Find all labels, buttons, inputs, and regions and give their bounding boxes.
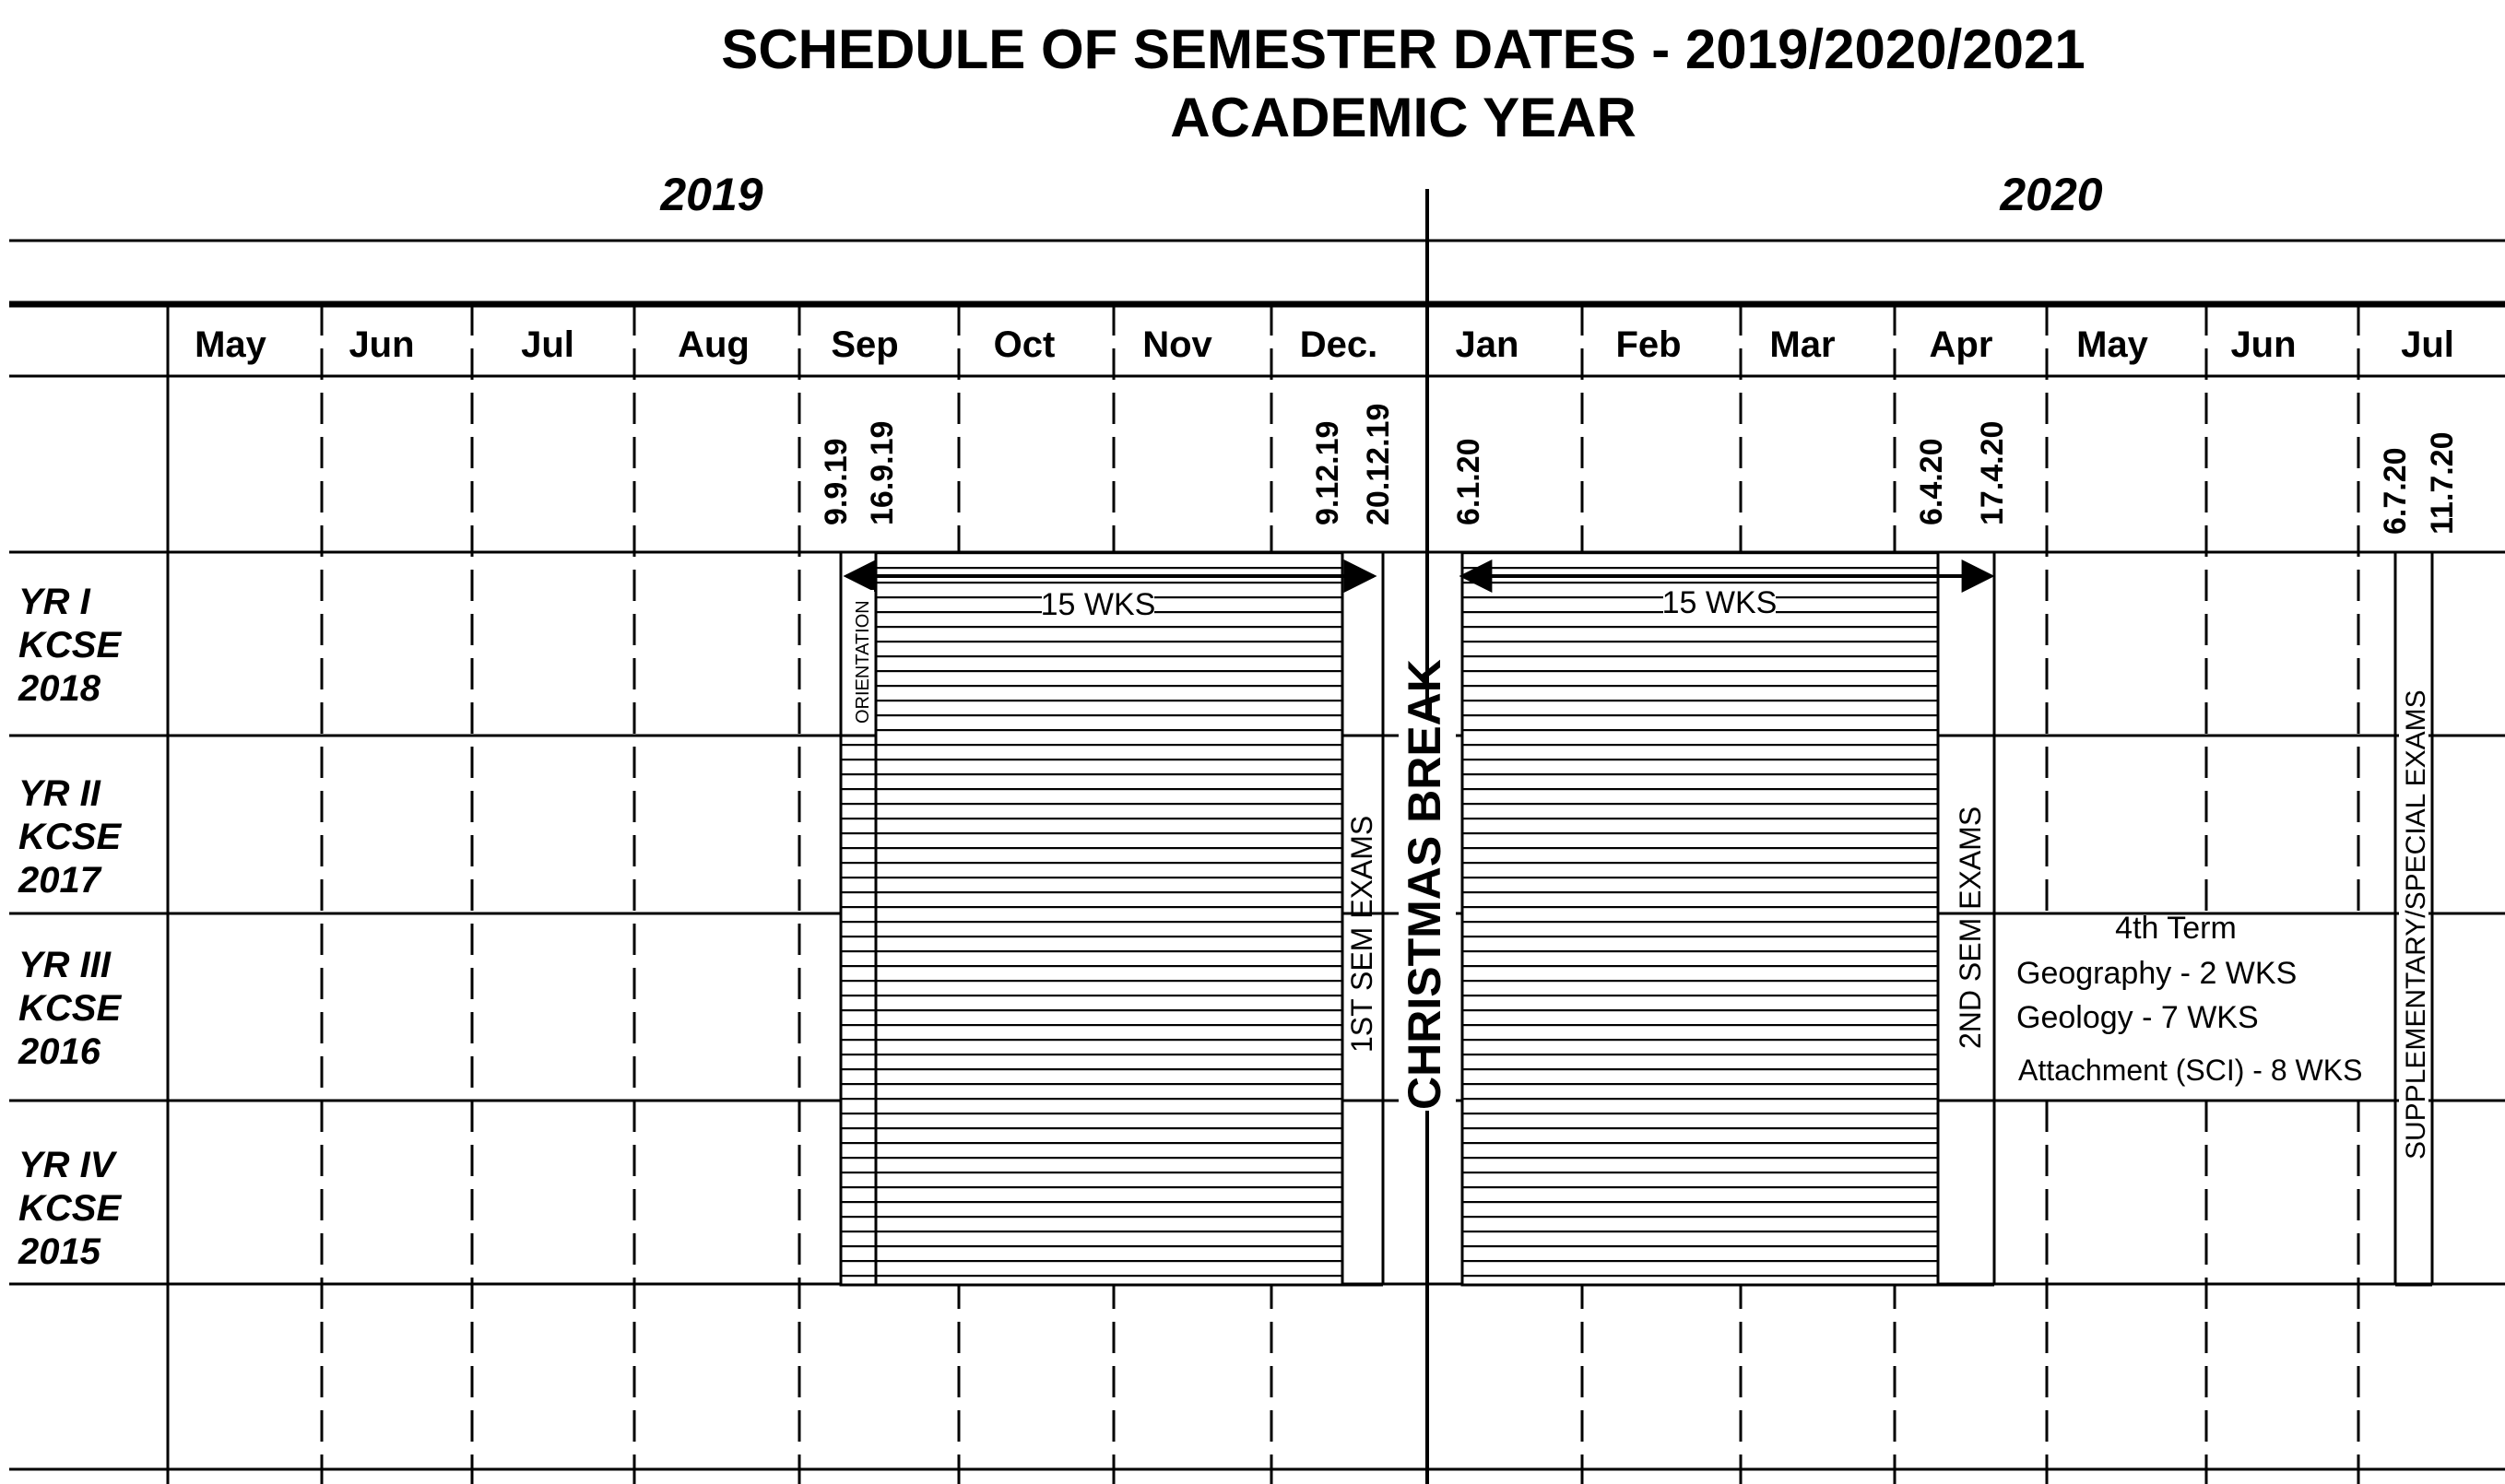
attachment-weeks: Attachment (SCI) - 8 WKS xyxy=(2018,1054,2363,1087)
month-label: Jun xyxy=(2230,324,2297,365)
schedule-subtitle: ACADEMIC YEAR xyxy=(1170,87,1637,148)
row-label-kcse: KCSE xyxy=(18,625,122,665)
date-label: 9.9.19 xyxy=(819,438,854,525)
month-label: Jul xyxy=(521,324,574,365)
month-label: Mar xyxy=(1769,324,1836,365)
date-label: 9.12.19 xyxy=(1310,420,1345,525)
row-label-kcse: KCSE xyxy=(18,1188,122,1229)
month-label: Jul xyxy=(2401,324,2454,365)
fourth-term-heading: 4th Term xyxy=(2115,911,2237,946)
row-label-kcse: KCSE xyxy=(18,988,122,1029)
schedule-title: SCHEDULE OF SEMESTER DATES - 2019/2020/2021 xyxy=(721,18,2086,80)
month-label: Nov xyxy=(1142,324,1212,365)
row-label-year: 2017 xyxy=(18,860,100,901)
row-label-yr1: YR I xyxy=(18,582,90,622)
semester-2-teaching-block xyxy=(1462,552,1994,1285)
month-label: May xyxy=(2076,324,2148,365)
month-label: Jan xyxy=(1455,324,1519,365)
row-labels xyxy=(18,582,122,1272)
year-2019-heading: 2019 xyxy=(660,169,763,220)
row-label-year: 2016 xyxy=(18,1031,100,1072)
month-label: Apr xyxy=(1929,324,1993,365)
month-label: Oct xyxy=(993,324,1056,365)
date-label: 20.12.19 xyxy=(1361,403,1396,525)
date-label: 6.1.20 xyxy=(1451,438,1486,525)
key-dates xyxy=(819,404,2460,535)
row-label-yr3: YR III xyxy=(18,945,112,985)
month-label: Sep xyxy=(831,324,899,365)
date-label: 6.7.20 xyxy=(2378,447,2413,535)
sem-2-exams-label: 2ND SEM EXAMS xyxy=(1954,806,1987,1049)
row-label-year: 2018 xyxy=(18,668,100,709)
month-label: Jun xyxy=(349,324,415,365)
month-label: Dec. xyxy=(1299,324,1378,365)
date-label: 11.7.20 xyxy=(2425,431,2460,535)
date-label: 16.9.19 xyxy=(865,420,900,525)
date-label: 6.4.20 xyxy=(1914,438,1949,525)
date-label: 17.4.20 xyxy=(1975,420,2010,525)
weeks-label: 15 WKS xyxy=(1661,585,1778,620)
christmas-break-label: CHRISTMAS BREAK xyxy=(1399,659,1450,1110)
row-label-year: 2015 xyxy=(18,1231,100,1272)
row-label-yr2: YR II xyxy=(18,773,100,814)
month-label: May xyxy=(195,324,266,365)
weeks-label: 15 WKS xyxy=(1040,587,1156,622)
month-label: Aug xyxy=(678,324,750,365)
month-label: Feb xyxy=(1615,324,1682,365)
fourth-term-notes xyxy=(2003,911,2371,1090)
sem-1-exams-label: 1ST SEM EXAMS xyxy=(1345,815,1378,1053)
semester-1-teaching-block xyxy=(841,552,1383,1285)
row-label-kcse: KCSE xyxy=(18,817,122,857)
orientation-label: ORIENTATION xyxy=(853,600,873,724)
geography-weeks: Geography - 2 WKS xyxy=(2016,956,2298,991)
supplementary-exams-label: SUPPLEMENTARY/SPECIAL EXAMS xyxy=(2401,689,2431,1160)
month-labels xyxy=(195,324,2454,365)
row-label-yr4: YR IV xyxy=(18,1145,115,1185)
year-2020-heading: 2020 xyxy=(2000,169,2103,220)
geology-weeks: Geology - 7 WKS xyxy=(2016,1000,2259,1035)
